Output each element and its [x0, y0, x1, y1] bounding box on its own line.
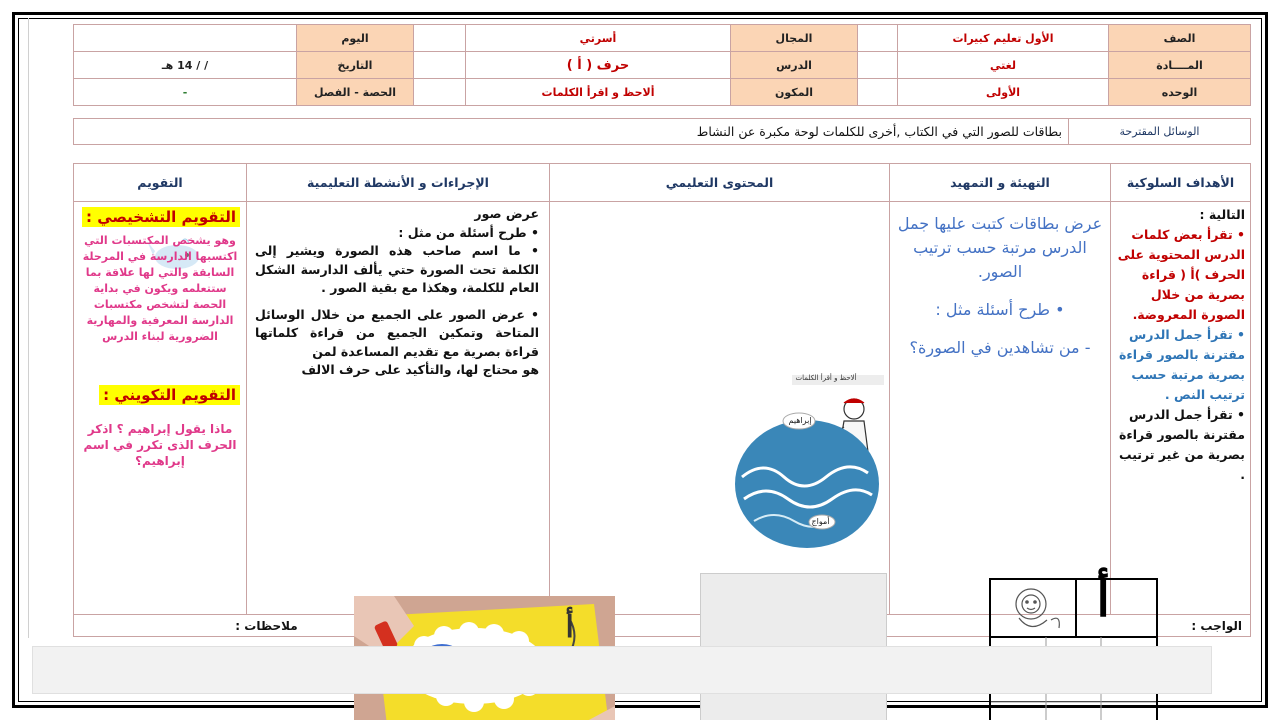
book-page-svg — [704, 369, 889, 549]
formative-eval-heading: التقويم التكويني : — [99, 385, 240, 405]
procedure-3: • ما اسم صاحب هذه الصورة ويشير إلى الكلمة تحت الصورة حتي يألف الدارسة الشكل العام للكلمة، وهكذا مع بقية الصور . — [255, 243, 539, 295]
margin-line — [28, 18, 29, 638]
day-label: اليوم — [297, 25, 414, 52]
blank-image-placeholder — [700, 573, 887, 615]
book-page-image — [704, 369, 889, 549]
spacer-cell — [414, 25, 466, 52]
component-value: ألاحظ و اقرأ الكلمات — [466, 79, 731, 106]
craft-photo: أ — [354, 596, 550, 615]
homework-label: الواجب : — [550, 615, 1251, 637]
word-amwaj: أمواج — [811, 516, 830, 526]
formative-eval-text: ماذا يقول إبراهيم ؟ اذكر الحرف الذى تكرر في اسم إبراهيم؟ — [83, 422, 237, 468]
evaluation-header: التقويم — [74, 164, 247, 202]
warmup-text-2: • طرح أسئلة مثل : — [935, 300, 1065, 319]
procedure-5: هو محتاج لها، والتأكيد على حرف الالف — [301, 362, 539, 377]
date-value: / / 14 هـ — [74, 52, 297, 79]
domain-label: المجال — [731, 25, 858, 52]
date-label: التاريخ — [297, 52, 414, 79]
spacer-cell — [858, 79, 898, 106]
objectives-cell — [1111, 202, 1251, 615]
evaluation-cell — [74, 202, 247, 615]
warmup-text-3: - من تشاهدين في الصورة؟ — [909, 338, 1091, 357]
diagnostic-eval-heading: التقويم التشخيصي : — [82, 207, 240, 227]
bottom-blank-area — [32, 646, 1212, 694]
objective-1: • تقرأ بعض كلمات الدرس المحتوية على الحرف )أ ( قراءة بصرية من خلال الصورة المعروضة. — [1117, 227, 1245, 322]
procedures-header: الإجراءات و الأنشطة التعليمية — [247, 164, 550, 202]
worksheet-letter: أ — [1096, 571, 1110, 628]
lesson-value: حرف ( أ ) — [466, 52, 731, 79]
spacer-cell — [858, 52, 898, 79]
book-title: ألاحظ و أقرأ الكلمات — [795, 373, 857, 382]
spacer-cell — [414, 79, 466, 106]
content-cell — [550, 202, 890, 615]
period-value: - — [74, 79, 297, 106]
content-header: المحتوى التعليمي — [550, 164, 890, 202]
warmup-header: التهيئة و التمهيد — [890, 164, 1111, 202]
warmup-text-1: عرض بطاقات كتبت عليها جمل الدرس مرتبة حسب ترتيب الصور. — [897, 214, 1103, 281]
warmup-cell — [890, 202, 1111, 628]
tools-value: بطاقات للصور التي في الكتاب ,أخرى للكلمات لوحة مكبرة عن النشاط — [74, 119, 1069, 145]
word-ibrahim: إبراهيم — [788, 415, 812, 425]
day-value — [74, 25, 297, 52]
lion-icon — [1016, 589, 1059, 615]
subject-value: لغتي — [898, 52, 1109, 79]
craft-photo-svg — [354, 596, 550, 615]
unit-value: الأولى — [898, 79, 1109, 106]
procedure-2: • طرح أسئلة من مثل : — [398, 224, 539, 240]
domain-value: أسرتي — [466, 25, 731, 52]
spacer-cell — [414, 52, 466, 79]
letter-worksheet — [989, 571, 1111, 628]
procedure-4: • عرض الصور على الجميع من خلال الوسائل المتاحة وتمكين الجميع من قراءة كلماتها قراءة بصرية مع تقديم المساعدة لمن — [255, 306, 539, 359]
grade-value: الأول تعليم كبيرات — [898, 25, 1109, 52]
component-label: المكون — [731, 79, 858, 106]
spacer-cell — [858, 25, 898, 52]
tools-label: الوسائل المقترحة — [1069, 119, 1251, 145]
subject-label: المــــادة — [1109, 52, 1251, 79]
period-label: الحصة - الفصل — [297, 79, 414, 106]
lesson-label: الدرس — [731, 52, 858, 79]
unit-label: الوحده — [1109, 79, 1251, 106]
objectives-intro: التالية : — [1199, 207, 1245, 222]
notes-label: ملاحظات : — [74, 615, 550, 637]
tools-table — [73, 118, 1251, 145]
diagnostic-eval-text: وهو يشخص المكتسبات التي اكتسبها الدارسة في المرحلة السابقة والتي لها علاقة بما ستتعلمه ويكون في بداية الحصة لتشخص مكتسبات الدارسة المعرفية والمهارية الضرورية لبناء الدرس — [82, 234, 238, 343]
lesson-plan-table — [73, 163, 1251, 645]
procedure-1: عرض صور — [474, 206, 539, 221]
objective-2: • تقرأ جمل الدرس مقترنة بالصور قراءة بصرية مرتبة حسب ترتيب النص . — [1118, 327, 1245, 402]
objective-3: • تقرأ جمل الدرس مقترنة بالصور قراءة بصرية من غير ترتيب . — [1118, 407, 1245, 482]
header-table — [73, 24, 1251, 106]
objectives-header: الأهداف السلوكية — [1111, 164, 1251, 202]
worksheet-grid-svg — [991, 580, 1111, 615]
grade-label: الصف — [1109, 25, 1251, 52]
